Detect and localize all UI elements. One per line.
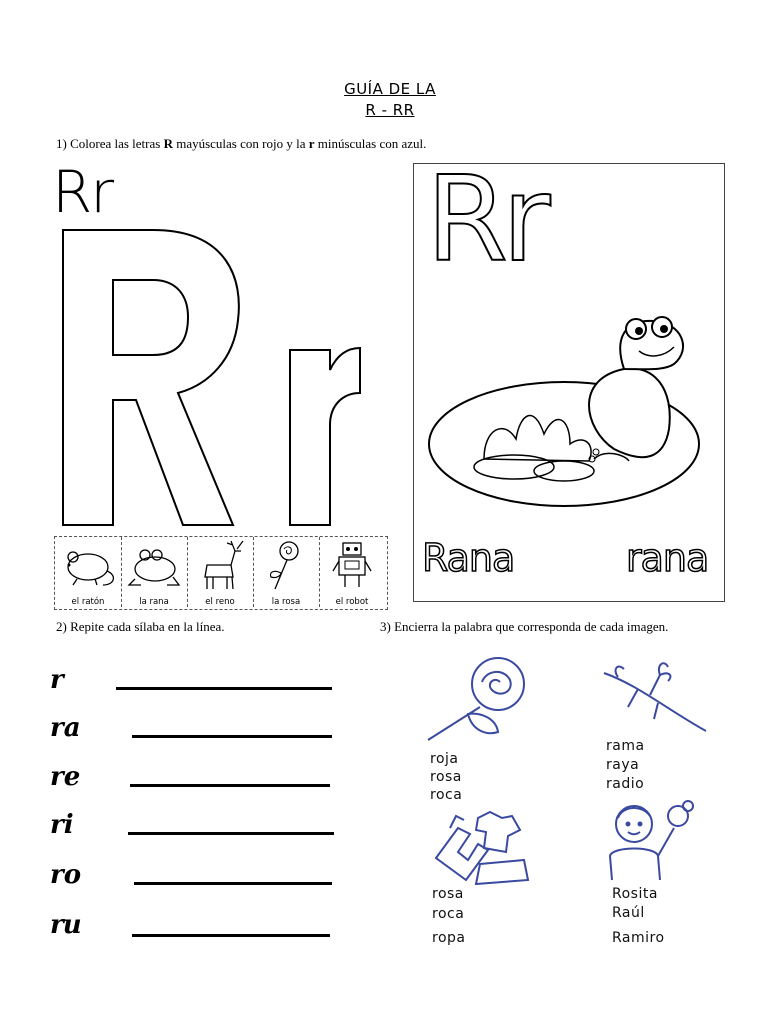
picture-label: el robot <box>335 597 369 607</box>
syllable-row <box>50 910 350 950</box>
word-option[interactable]: ropa <box>432 930 466 946</box>
syllable-row <box>50 762 350 802</box>
branch-icon <box>598 655 710 735</box>
syllable-row <box>50 665 350 705</box>
word-option[interactable]: rama <box>606 738 645 754</box>
writing-line[interactable] <box>134 882 332 885</box>
frog-icon <box>121 537 187 592</box>
card-letters: Rr <box>426 150 545 288</box>
clothes-icon <box>428 808 540 888</box>
word-options <box>612 885 665 948</box>
syllable-row <box>50 713 350 753</box>
writing-line[interactable] <box>132 934 330 937</box>
writing-line[interactable] <box>132 735 332 738</box>
picture-strip <box>54 536 388 610</box>
big-outline-R <box>58 225 248 530</box>
page-title-line1: GUÍA DE LA <box>344 80 436 98</box>
picture-cell-reindeer <box>187 537 254 607</box>
rana-card <box>413 150 725 602</box>
rose-icon <box>253 537 319 592</box>
word-options <box>606 737 645 794</box>
instruction-1-text-a: 1) Colorea las letras <box>56 136 164 151</box>
syllable-text: r <box>50 665 64 695</box>
big-outline-r <box>285 345 365 530</box>
syllable-text: ra <box>50 713 81 743</box>
syllable-text: re <box>50 762 81 792</box>
instruction-3: 3) Encierra la palabra que corresponda de cada imagen. <box>380 619 669 634</box>
word-option[interactable]: roca <box>430 787 463 803</box>
page-title-line2: R - RR <box>365 101 415 119</box>
word-option[interactable]: rosa <box>430 769 462 785</box>
picture-label: la rosa <box>271 597 301 607</box>
word-option[interactable]: rosa <box>432 886 464 902</box>
word-option[interactable]: raya <box>606 757 640 773</box>
instruction-1-text-b: mayúsculas con rojo y la <box>172 136 309 151</box>
syllable-text: ru <box>50 910 81 940</box>
word-options <box>430 750 462 804</box>
word-options <box>432 884 465 948</box>
writing-line[interactable] <box>128 832 334 835</box>
instruction-2: 2) Repite cada sílaba en la línea. <box>56 619 225 634</box>
picture-label: la rana <box>139 597 169 607</box>
card-word-upper: Rana <box>422 536 515 580</box>
reindeer-icon <box>187 537 253 592</box>
word-option[interactable]: Raúl <box>612 905 645 921</box>
instruction-1-bold-R: R <box>163 136 173 151</box>
picture-cell-mouse <box>55 537 122 607</box>
syllable-text: ro <box>50 860 82 890</box>
syllable-text: ri <box>50 810 74 840</box>
word-option[interactable]: roca <box>432 906 465 922</box>
word-option[interactable]: Ramiro <box>612 930 665 946</box>
small-letters: Rr <box>52 158 113 226</box>
writing-line[interactable] <box>116 687 332 690</box>
mouse-icon <box>55 537 121 592</box>
picture-cell-robot <box>319 537 385 607</box>
card-word-lower: rana <box>626 536 709 580</box>
picture-cell-rose <box>253 537 320 607</box>
rose-icon <box>420 652 535 747</box>
syllable-row <box>50 860 350 900</box>
instruction-1-text-c: minúsculas con azul. <box>314 136 427 151</box>
frog-on-lilypad-icon <box>424 309 719 514</box>
syllable-row <box>50 810 350 850</box>
picture-cell-frog <box>121 537 188 607</box>
instruction-1 <box>56 136 426 152</box>
instruction-1-bold-r: r <box>308 136 315 151</box>
writing-line[interactable] <box>130 784 330 787</box>
robot-icon <box>319 537 385 592</box>
word-option[interactable]: radio <box>606 776 645 792</box>
word-option[interactable]: Rosita <box>612 886 658 902</box>
word-option[interactable]: roja <box>430 751 459 767</box>
picture-label: el reno <box>205 597 235 607</box>
boy-icon <box>598 800 698 885</box>
picture-label: el ratón <box>71 597 105 607</box>
